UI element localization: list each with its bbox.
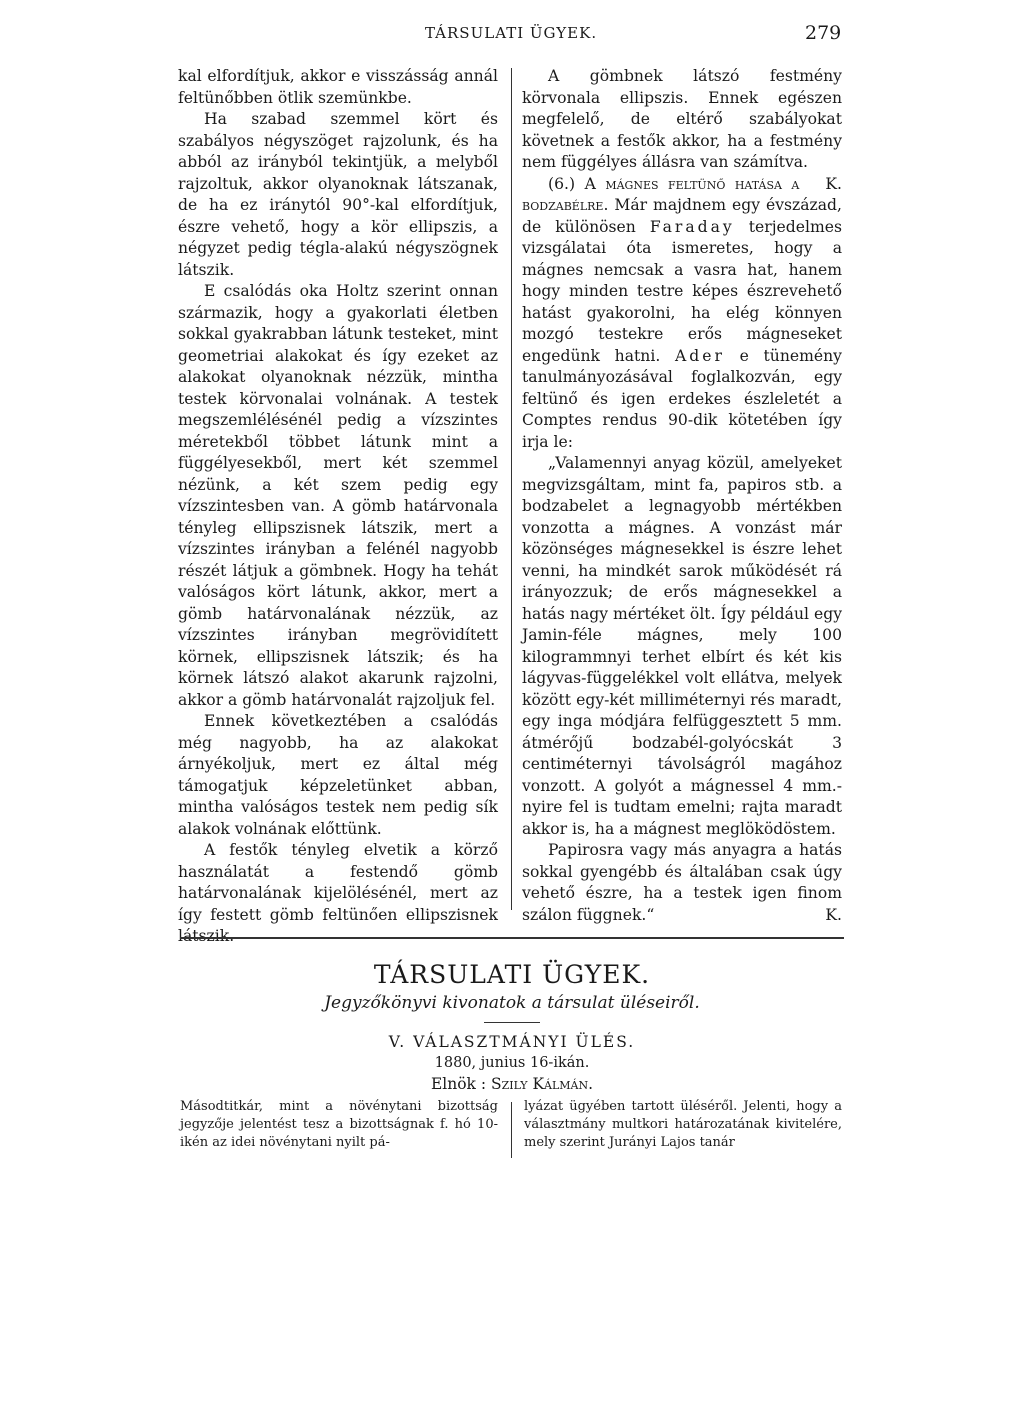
article-number: (6.) xyxy=(548,174,576,193)
paragraph: Ennek következtében a csalódás még nagyobb, ha az alakokat árnyékoljuk, mert ez által még támogatjuk képzeletünket abban, mintha valóságos testek nem pedig sík alakok volnának előttünk. xyxy=(178,712,498,838)
short-rule xyxy=(484,1022,540,1023)
paragraph xyxy=(522,840,842,926)
article-heading: A mágnes feltünő hatása a bodzabélre. xyxy=(522,174,800,214)
right-column xyxy=(522,66,842,926)
meeting-title: V. VÁLASZTMÁNYI ÜLÉS. xyxy=(388,1033,636,1051)
section-divider xyxy=(180,937,844,939)
meeting-date: 1880, junius 16-ikán. xyxy=(434,1055,590,1071)
minutes-right-column: lyázat ügyében tartott üléséről. Jelenti, hogy a választmány multkori határozatának kivitelére, mely szerint Jurányi Lajos tanár xyxy=(524,1099,842,1150)
minutes-left-column: Másodtitkár, mint a növénytani bizottság jegyzője jelentést tesz a bizottságnak f. hó 10-ikén az idei növénytani nyilt pá- xyxy=(180,1099,498,1150)
person-name: Ader xyxy=(674,346,725,365)
author-signature: K. xyxy=(825,905,842,924)
page-number: 279 xyxy=(805,22,842,44)
paragraph-text: Már majdnem egy évszázad, de különösen xyxy=(522,196,842,236)
section-title: TÁRSULATI ÜGYEK. xyxy=(373,960,651,989)
column-rule xyxy=(511,1102,512,1158)
paragraph-text: A gömbnek látszó festmény körvonala ellipszis. Ennek egészen megfelelő, de eltérő szabályokat követnek a festők akkor, ha a festmény nem függélyes állásra van számítva. xyxy=(522,67,842,171)
paragraph xyxy=(522,66,842,193)
section-subtitle: Jegyzőkönyvi kivonatok a társulat üléseiről. xyxy=(324,993,700,1013)
chair-name: Szily Kálmán. xyxy=(491,1075,594,1093)
chair-label: Elnök : xyxy=(430,1075,487,1093)
author-signature: K. xyxy=(825,174,842,193)
paragraph: kal elfordítjuk, akkor e visszásság annál feltünőbben ötlik szemünkbe. xyxy=(178,67,498,107)
paragraph: Ha szabad szemmel kört és szabályos négyszöget rajzolunk, és ha abból az irányból tekintjük, a melyből rajzoltuk, akkor olyanoknak látszanak, de ha ez iránytól 90°-kal elfordítjuk, észre vehető, hogy a kör ellipszis, a négyzet pedig tégla-alakú négyszögnek látszik. xyxy=(178,110,498,279)
page-header xyxy=(0,20,1024,50)
person-name: Faraday xyxy=(649,217,735,236)
paragraph-text: e tünemény tanulmányozásával foglalkozván, egy feltünő és igen erdekes észleletét a Comptes rendus 90-dik kötetében így irja le: xyxy=(522,346,842,451)
article-paragraph xyxy=(522,174,842,454)
paragraph-text: terjedelmes vizsgálatai óta ismeretes, hogy a mágnes nemcsak a vasra hat, hanem hogy minden testre képes észrevehető hatást gyakorolni, ha elég könnyen mozgó testekre erős mágneseket engedünk hatni. xyxy=(522,217,842,365)
paragraph: E csalódás oka Holtz szerint onnan származik, hogy a gyakorlati életben sokkal gyakrabban látunk testeket, mint geometriai alakokat és így ezeket az alakokat olyanoknak nézzük, mintha testek körvonalai volnának. A testek megszemlélésénél pedig a vízszintes méretekből többet látunk mint a függélyesekből, mert két szemmel nézünk, a két szem pedig egy vízszintesben van. A gömb határvonala tényleg ellipszisnek látszik, mert a vízszintes irányban a felénél nagyobb részét látjuk a gömbnek. Hogy ha tehát valóságos kört látunk, akkor, mert a gömb határvonalának nézzük, az vízszintes irányban megrövidített körnek, ellipszisnek látszik; és ha körnek látszó alakot akarunk rajzolni, akkor a gömb határvonalát rajzoljuk fel. xyxy=(178,282,498,709)
paragraph-text: Papirosra vagy más anyagra a hatás sokkal gyengébb és általában csak úgy vehető észre, ha a testek igen finom szálon függnek.“ xyxy=(522,841,842,924)
chair-line xyxy=(0,1075,1024,1093)
left-column xyxy=(178,66,498,948)
paragraph: A festők tényleg elvetik a körző használatát a festendő gömb határvonalának kijelölésénél, mert az így festett gömb feltünően ellipszisnek látszik. xyxy=(178,841,498,945)
column-rule xyxy=(511,68,512,910)
quotation: „Valamennyi anyag közül, amelyeket megvizsgáltam, mint fa, papiros stb. a bodzabelet a legnagyobb mértékben vonzotta a mágnes. A vonzást már közönséges mágnesekkel is észre lehet venni, ha mindkét sarok működését rá irányozzuk; de erős mágnesekkel a hatás nagy mértéket ölt. Így például egy Jamin-féle mágnes, mely 100 kilogrammnyi terhet elbírt és két kis lágyvas-függelékkel volt ellátva, melyek között egy-két milliméternyi rés maradt, egy inga módjára felfüggesztett 5 mm. átmérőjű bodzabél-golyócskát 3 centiméternyi távolságról magához vonzott. A golyót a mágnessel 4 mm.-nyire fel is tudtam emelni; rajta maradt akkor is, ha a mágnest meglöködöstem. xyxy=(522,454,842,838)
running-head: TÁRSULATI ÜGYEK. xyxy=(425,24,598,42)
